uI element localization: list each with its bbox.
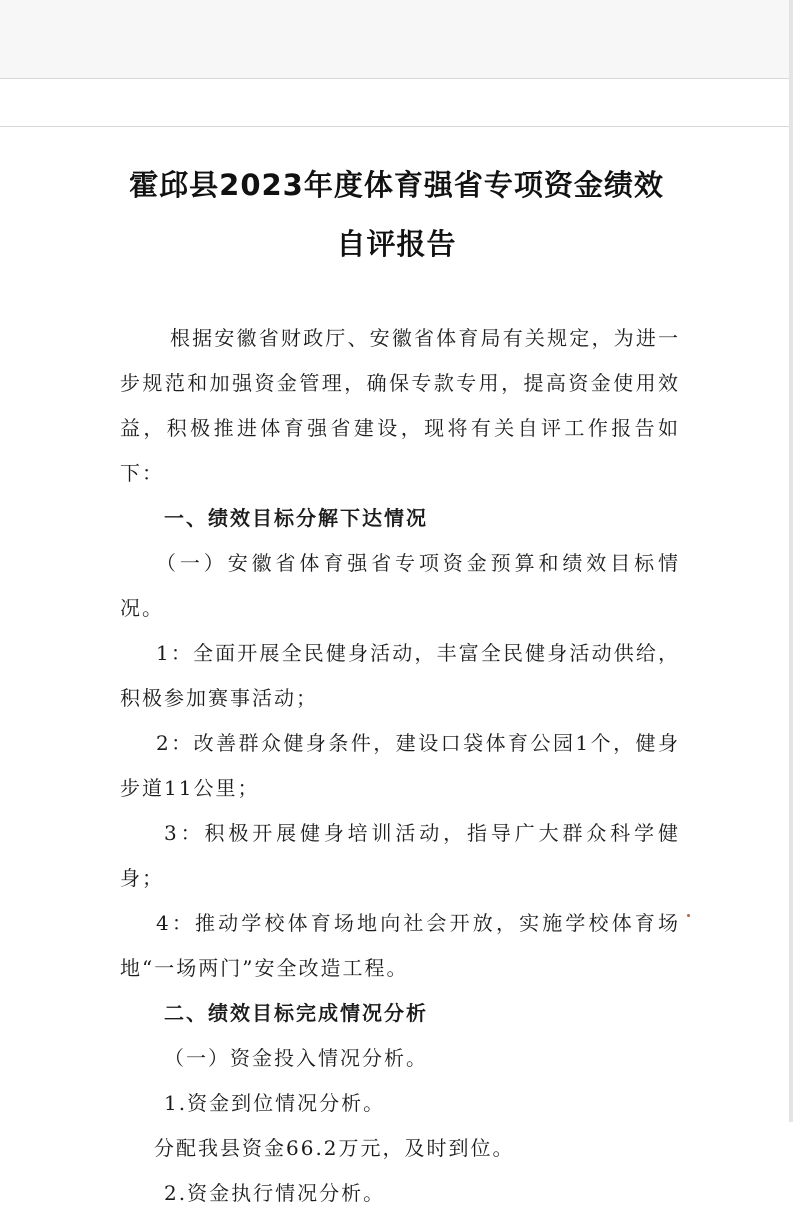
subsection-heading-1-1: （一）安徽省体育强省专项资金预算和绩效目标情况。 [120,551,680,620]
funds-arrival-text: 分配我县资金66.2万元，及时到位。 [154,1136,515,1160]
item-funds-arrival: 1.资金到位情况分析。 [164,1091,386,1115]
scan-line [0,78,793,79]
document-title-line-1: 霍邱县2023年度体育强省专项资金绩效 [129,168,664,202]
goal-item-4: 4：推动学校体育场地向社会开放，实施学校体育场地“一场两门”安全改造工程。 [120,911,680,980]
goal-item-3: 3：积极开展健身培训活动，指导广大群众科学健身； [120,821,680,890]
section-heading-1: 一、绩效目标分解下达情况 [164,506,428,530]
scan-line [0,126,793,127]
goal-item-2: 2：改善群众健身条件，建设口袋体育公园1个，健身步道11公里； [120,731,680,800]
item-funds-execution: 2.资金执行情况分析。 [164,1181,386,1205]
goal-item-1: 1：全面开展全民健身活动，丰富全民健身活动供给，积极参加赛事活动； [120,641,680,710]
subsection-heading-2-1: （一）资金投入情况分析。 [164,1046,428,1070]
document-body [120,316,680,1216]
section-heading-2: 二、绩效目标完成情况分析 [164,1001,428,1025]
scan-top-margin [0,0,793,78]
scan-speck [687,914,690,917]
intro-paragraph: 根据安徽省财政厅、安徽省体育局有关规定，为进一步规范和加强资金管理，确保专款专用，提高资金使用效益，积极推进体育强省建设，现将有关自评工作报告如下： [120,326,680,485]
document-title-line-2: 自评报告 [336,227,457,261]
